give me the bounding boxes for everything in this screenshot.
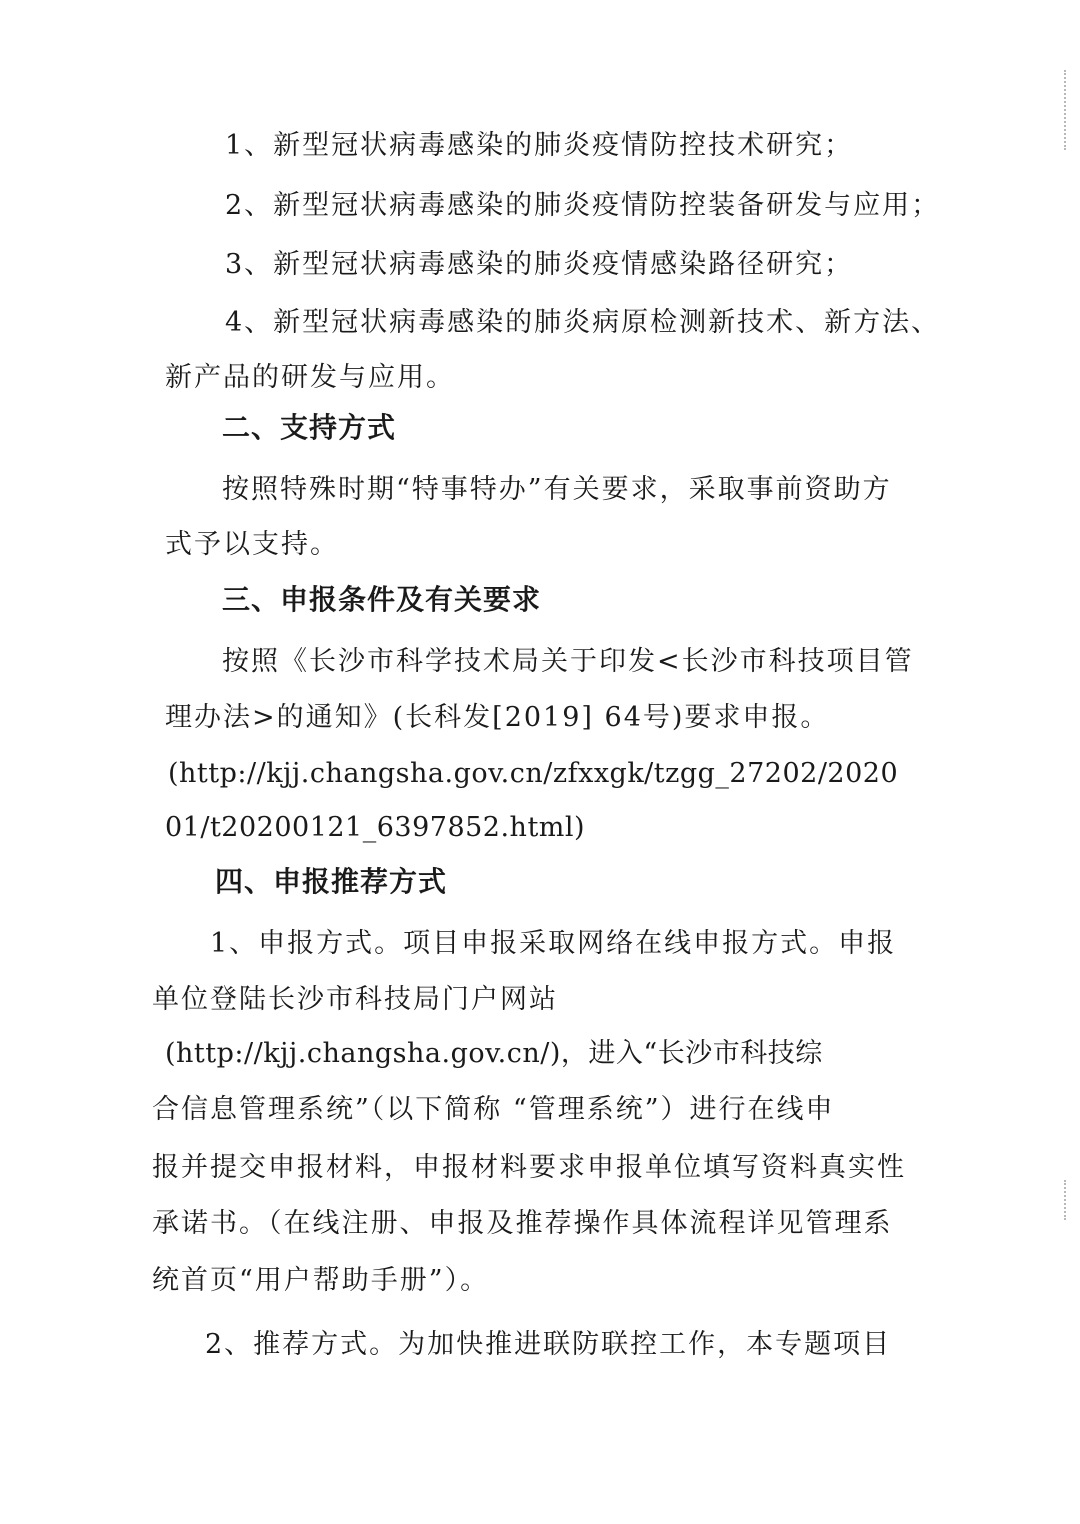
paragraph-conditions: 按照《长沙市科学技术局关于印发<长沙市科技项目管 [222, 646, 914, 677]
scan-edge-mark [1062, 1180, 1066, 1220]
section-heading-recommendation: 四、申报推荐方式 [215, 865, 448, 898]
section-heading-support: 二、支持方式 [222, 411, 397, 444]
list-item-3: 3、新型冠状病毒感染的肺炎疫情感染路径研究； [225, 249, 854, 280]
paragraph-system-description-continued: 报并提交申报材料，申报材料要求申报单位填写资料真实性 [152, 1152, 906, 1183]
url-notice: (http://kjj.changsha.gov.cn/zfxxgk/tzgg_27202/2020 [168, 758, 899, 789]
list-item-2: 2、新型冠状病毒感染的肺炎疫情防控装备研发与应用； [225, 190, 941, 221]
paragraph-support: 按照特殊时期“特事特办”有关要求，采取事前资助方 [222, 474, 892, 505]
paragraph-system-description-continued: 承诺书。（在线注册、申报及推荐操作具体流程详见管理系 [152, 1208, 893, 1239]
paragraph-application-method-continued: 单位登陆长沙市科技局门户网站 [152, 984, 558, 1015]
url-notice-continued: 01/t20200121_6397852.html) [165, 812, 586, 843]
list-item-1: 1、新型冠状病毒感染的肺炎疫情防控技术研究； [225, 130, 854, 161]
paragraph-recommendation-method: 2、推荐方式。为加快推进联防联控工作，本专题项目 [205, 1329, 892, 1360]
section-heading-conditions: 三、申报条件及有关要求 [222, 583, 542, 616]
paragraph-support-continued: 式予以支持。 [165, 529, 339, 560]
scan-edge-mark [1062, 70, 1066, 150]
list-item-4: 4、新型冠状病毒感染的肺炎病原检测新技术、新方法、 [225, 307, 941, 338]
paragraph-system-description: 合信息管理系统”（以下简称 “管理系统”）进行在线申 [152, 1094, 835, 1125]
url-portal: (http://kjj.changsha.gov.cn/)，进入“长沙市科技综 [165, 1038, 823, 1069]
paragraph-system-description-continued: 统首页“用户帮助手册”）。 [152, 1265, 490, 1296]
list-item-4-continued: 新产品的研发与应用。 [165, 362, 455, 393]
paragraph-application-method: 1、申报方式。项目申报采取网络在线申报方式。申报 [210, 928, 897, 959]
paragraph-conditions-continued: 理办法>的通知》(长科发[2019] 64号)要求申报。 [165, 702, 830, 733]
